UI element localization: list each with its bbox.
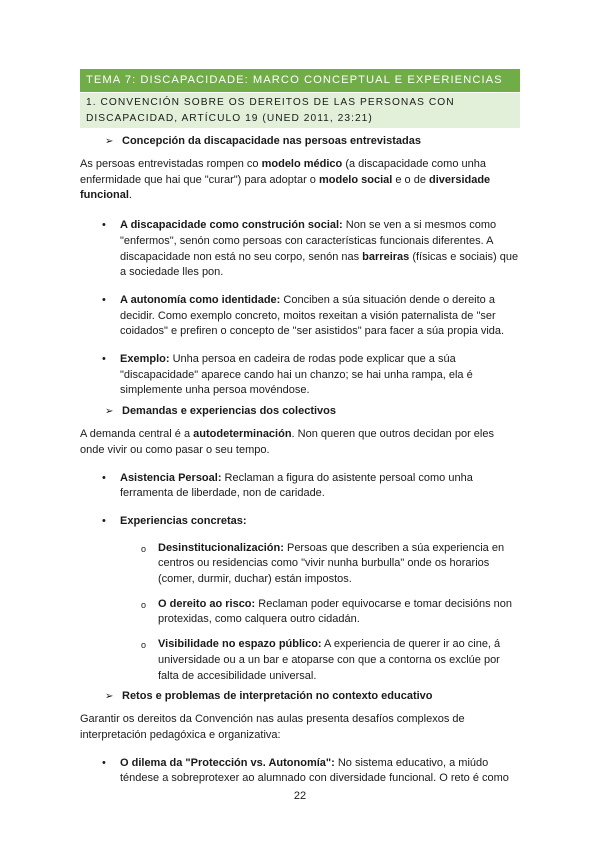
arrow-bullet-icon: ➢ — [105, 691, 114, 703]
subheading-text: Demandas e experiencias dos colectivos — [122, 405, 336, 418]
topic-banner — [80, 69, 520, 92]
section-banner — [80, 93, 520, 128]
subheading-text: Retos e problemas de interpretación no contexto educativo — [122, 690, 433, 703]
document-page — [80, 69, 520, 787]
bullet-dot-icon: • — [102, 756, 106, 769]
subheading-challenges — [105, 689, 520, 704]
bullet-dot-icon: • — [102, 219, 106, 232]
sub-list-item: o Desinstitucionalización: Persoas que describen a súa experiencia en centros ou residencias como "vivir nunha burbulla" onde os horarios (comer, durmir, duchar) están impostos. — [141, 541, 505, 586]
list-item: • O dilema da "Protección vs. Autonomía": No sistema educativo, a miúdo téndese a sobreprotexer ao alumnado con diversidade funcional. O reto é como — [102, 756, 509, 785]
paragraph-autodetermination: A demanda central é a autodeterminación. Non queren que outros decidan por eles onde vivir ou como pasar o seu tempo. — [80, 428, 494, 456]
subheading-demands — [105, 404, 520, 419]
arrow-bullet-icon: ➢ — [105, 406, 114, 418]
bullet-dot-icon: • — [102, 293, 106, 306]
bullet-dot-icon: • — [102, 471, 106, 484]
topic-title: TEMA 7: DISCAPACIDADE: MARCO CONCEPTUAL E EXPERIENCIAS — [86, 74, 503, 86]
list-item: • Asistencia Persoal: Reclaman a figura do asistente persoal como unha ferramenta de liberdade, non de caridade. — [102, 471, 473, 500]
circle-bullet-icon: o — [141, 599, 147, 610]
bullet-dot-icon: • — [102, 514, 106, 527]
list-item: • A autonomía como identidade: Conciben a súa situación dende o dereito a decidir. Como exemplo concreto, moitos rexeitan a visión paternalista de "ser coidados" e prefiren o concepto de "ser asistidos" para facer a súa propia vida. — [102, 293, 505, 338]
sub-list-item: o O dereito ao risco: Reclaman poder equivocarse e tomar decisións non protexidas, como calquera outro cidadán. — [141, 597, 513, 626]
circle-bullet-icon: o — [141, 640, 147, 651]
list-item: • Experiencias concretas: — [80, 514, 520, 530]
page-number: 22 — [293, 790, 307, 802]
subheading-text: Concepción da discapacidade nas persoas entrevistadas — [122, 135, 421, 147]
sub-list-item: o Visibilidade no espazo público: A experiencia de querer ir ao cine, á universidade ou a un bar e atoparse con que a contorna os exclúe por falta de accesibilidade universal. — [141, 638, 501, 682]
paragraph-challenges: Garantir os dereitos da Convención nas aulas presenta desafíos complexos de interpretación pedagóxica e organizativa: — [80, 713, 465, 741]
bullet-dot-icon: • — [102, 353, 106, 366]
list-item: • Exemplo: Unha persoa en cadeira de rodas pode explicar que a súa "discapacidade" aparece cando hai un chanzo; se hai unha rampa, ela é simplemente unha persoa movéndose. — [102, 353, 473, 397]
section-title: 1. CONVENCIÓN SOBRE OS DEREITOS DE LAS PERSONAS CON DISCAPACIDAD, ARTÍCULO 19 (UNED 2011, 23:21) — [86, 97, 455, 124]
subheading-conception — [105, 134, 520, 149]
paragraph-models: As persoas entrevistadas rompen co modelo médico (a discapacidade como unha enfermidade que hai que "curar") para adoptar o modelo social e o de diversidade funcional. — [80, 158, 491, 202]
list-item: • A discapacidade como construción social: Non se ven a si mesmos como "enfermos", senón como persoas con características funcionais diferentes. A discapacidade non está no seu corpo, senón nas barreiras (físicas e sociais) que a sociedade lles pon. — [102, 219, 519, 279]
circle-bullet-icon: o — [141, 543, 147, 554]
arrow-bullet-icon: ➢ — [105, 136, 114, 147]
